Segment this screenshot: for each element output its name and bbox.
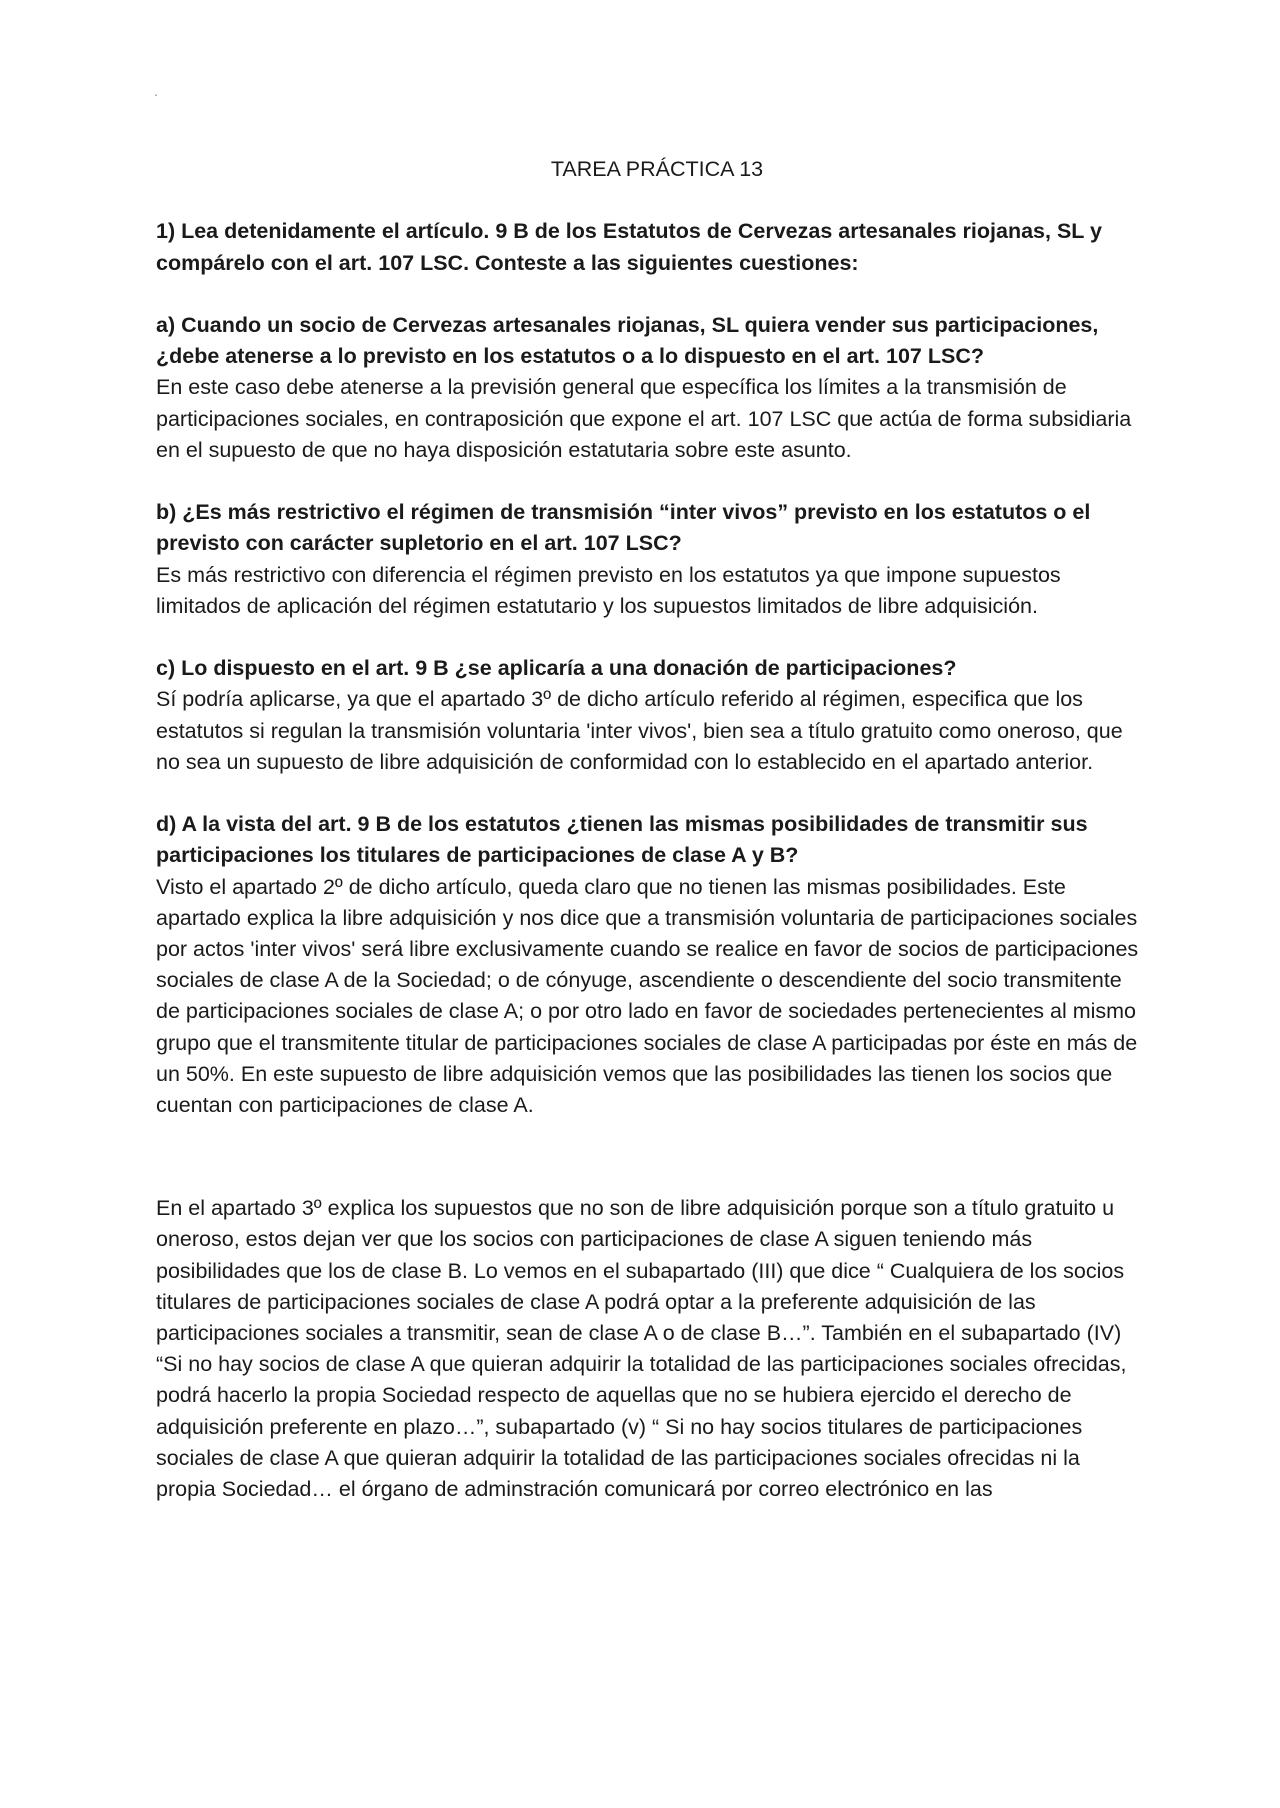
document-body	[156, 154, 1142, 1505]
page-dot: .	[154, 83, 158, 99]
section-b-question: b) ¿Es más restrictivo el régimen de transmisión “inter vivos” previsto en los estatutos o el previsto con carácter supletorio en el art. 107 LSC?	[156, 500, 1091, 556]
section-b-answer: Es más restrictivo con diferencia el régimen previsto en los estatutos ya que impone supuestos limitados de aplicación del régimen estatutario y los supuestos limitados de libre adquisición.	[156, 562, 1061, 618]
intro-block	[156, 216, 1142, 278]
intro-question: 1) Lea detenidamente el artículo. 9 B de los Estatutos de Cervezas artesanales riojanas, SL y compárelo con el art. 107 LSC. Conteste a las siguientes cuestiones:	[156, 219, 1102, 275]
section-d	[156, 809, 1142, 1121]
section-d-answer: Visto el apartado 2º de dicho artículo, queda claro que no tienen las mismas posibilidades. Este apartado explica la libre adquisición y nos dice que a transmisión voluntaria de participaciones sociales por actos 'inter vivos' será libre exclusivamente cuando se realice en favor de socios de participaciones sociales de clase A de la Sociedad; o de cónyuge, ascendiente o descendiente del socio transmitente de participaciones sociales de clase A; o por otro lado en favor de sociedades pertenecientes al mismo grupo que el transmitente titular de participaciones sociales de clase A participadas por éste en más de un 50%. En este supuesto de libre adquisición vemos que las posibilidades las tienen los socios que cuentan con participaciones de clase A.	[156, 874, 1139, 1118]
closing-paragraph: En el apartado 3º explica los supuestos que no son de libre adquisición porque son a título gratuito u oneroso, estos dejan ver que los socios con participaciones de clase A siguen teniendo más posibilidades que los de clase B. Lo vemos en el subapartado (III) que dice “ Cualquiera de los socios titulares de participaciones sociales de clase A podrá optar a la preferente adquisición de las participaciones sociales a transmitir, sean de clase A o de clase B…”. También en el subapartado (IV) “Si no hay socios de clase A que quieran adquirir la totalidad de las participaciones sociales ofrecidas, podrá hacerlo la propia Sociedad respecto de aquellas que no se hubiera ejercido el derecho de adquisición preferente en plazo…”, subapartado (v) “ Si no hay socios titulares de participaciones sociales de clase A que quieran adquirir la totalidad de las participaciones sociales ofrecidas ni la propia Sociedad… el órgano de adminstración comunicará por correo electrónico en las	[156, 1196, 1127, 1502]
section-c	[156, 653, 1142, 778]
section-b	[156, 497, 1142, 622]
section-d-question: d) A la vista del art. 9 B de los estatutos ¿tienen las mismas posibilidades de transmitir sus participaciones los titulares de participaciones de clase A y B?	[156, 812, 1088, 868]
document-title: TAREA PRÁCTICA 13	[550, 157, 764, 181]
section-a-question: a) Cuando un socio de Cervezas artesanales riojanas, SL quiera vender sus participaciones, ¿debe atenerse a lo previsto en los estatutos o a lo dispuesto en el art. 107 LSC?	[156, 312, 1099, 369]
section-c-answer: Sí podría aplicarse, ya que el apartado 3º de dicho artículo referido al régimen, especifica que los estatutos si regulan la transmisión voluntaria 'inter vivos', bien sea a título gratuito como oneroso, que no sea un supuesto de libre adquisición de conformidad con lo establecido en el apartado anterior.	[156, 687, 1123, 774]
closing-block	[156, 1193, 1142, 1505]
section-a	[156, 310, 1142, 466]
section-a-answer: En este caso debe atenerse a la previsión general que específica los límites a la transmisión de participaciones sociales, en contraposición que expone el art. 107 LSC que actúa de forma subsidiaria en el supuesto de que no haya disposición estatutaria sobre este asunto.	[156, 375, 1132, 462]
section-c-question: c) Lo dispuesto en el art. 9 B ¿se aplicaría a una donación de participaciones?	[156, 656, 957, 681]
